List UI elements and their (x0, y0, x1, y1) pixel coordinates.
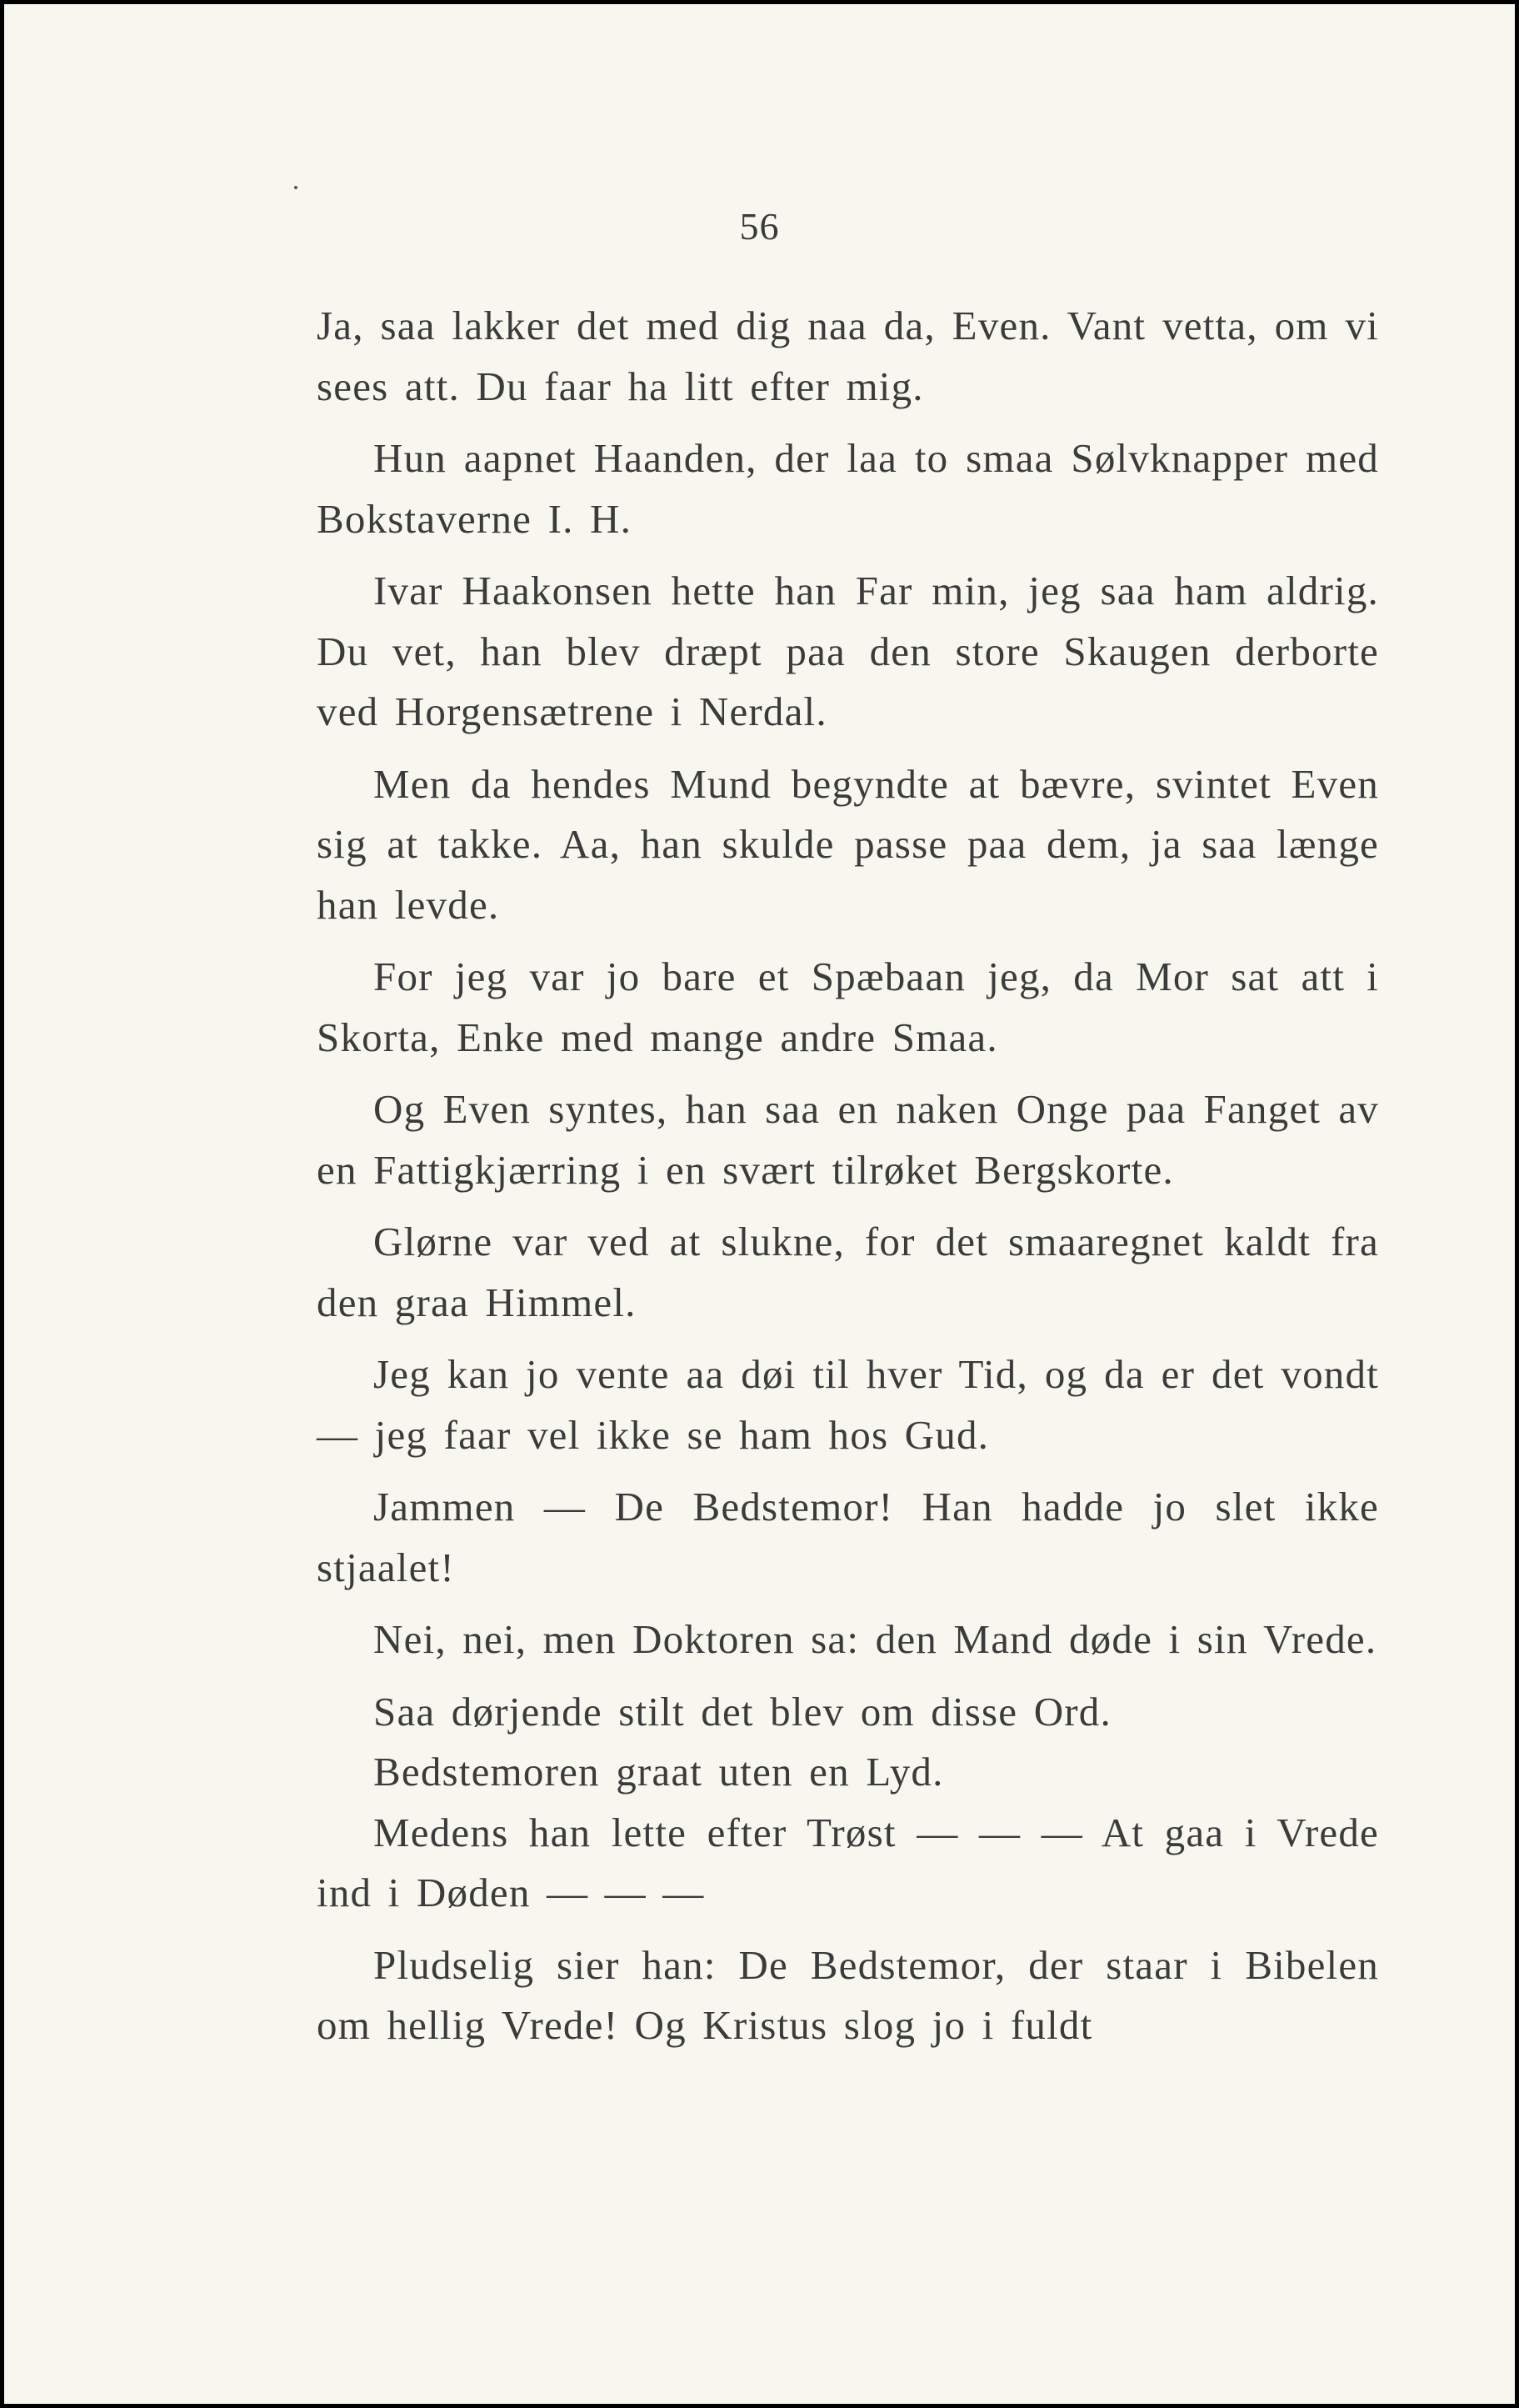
paragraph: Og Even syntes, han saa en naken Onge paa Fanget av en Fattigkjærring i en svært tilrøket Bergskorte. (317, 1086, 1379, 1193)
page-speck (294, 186, 297, 189)
page-number: 56 (739, 205, 780, 248)
paragraph: Men da hendes Mund begyndte at bævre, svintet Even sig at takke. Aa, han skulde passe paa dem, ja saa længe han levde. (317, 760, 1379, 928)
paragraph: Pludselig sier han: De Bedstemor, der staar i Bibelen om hellig Vrede! Og Kristus slog jo i fuldt (317, 1941, 1379, 2048)
paragraph: Medens han lette efter Trøst — — — At gaa i Vrede ind i Døden — — — (317, 1809, 1379, 1915)
paragraph: Ivar Haakonsen hette han Far min, jeg saa ham aldrig. Du vet, han blev dræpt paa den store Skaugen derborte ved Horgensætrene i Nerdal. (317, 568, 1379, 734)
paragraph: Jeg kan jo vente aa døi til hver Tid, og da er det vondt — jeg faar vel ikke se ham hos Gud. (317, 1351, 1379, 1458)
paragraph: Ja, saa lakker det med dig naa da, Even. Vant vetta, om vi sees att. Du faar ha litt efter mig. (317, 303, 1379, 409)
body-text (317, 296, 1379, 2068)
paragraph: Jammen — De Bedstemor! Han hadde jo slet ikke stjaalet! (317, 1484, 1379, 1590)
paragraph: For jeg var jo bare et Spæbaan jeg, da Mor sat att i Skorta, Enke med mange andre Smaa. (317, 954, 1379, 1060)
paragraph: Bedstemoren graat uten en Lyd. (373, 1749, 944, 1795)
book-page (4, 4, 1515, 2404)
paragraph: Glørne var ved at slukne, for det smaaregnet kaldt fra den graa Himmel. (317, 1219, 1379, 1325)
paragraph: Nei, nei, men Doktoren sa: den Mand døde i sin Vrede. (373, 1616, 1377, 1662)
paragraph: Saa dørjende stilt det blev om disse Ord. (373, 1688, 1112, 1735)
paragraph: Hun aapnet Haanden, der laa to smaa Sølvknapper med Bokstaverne I. H. (317, 435, 1379, 542)
